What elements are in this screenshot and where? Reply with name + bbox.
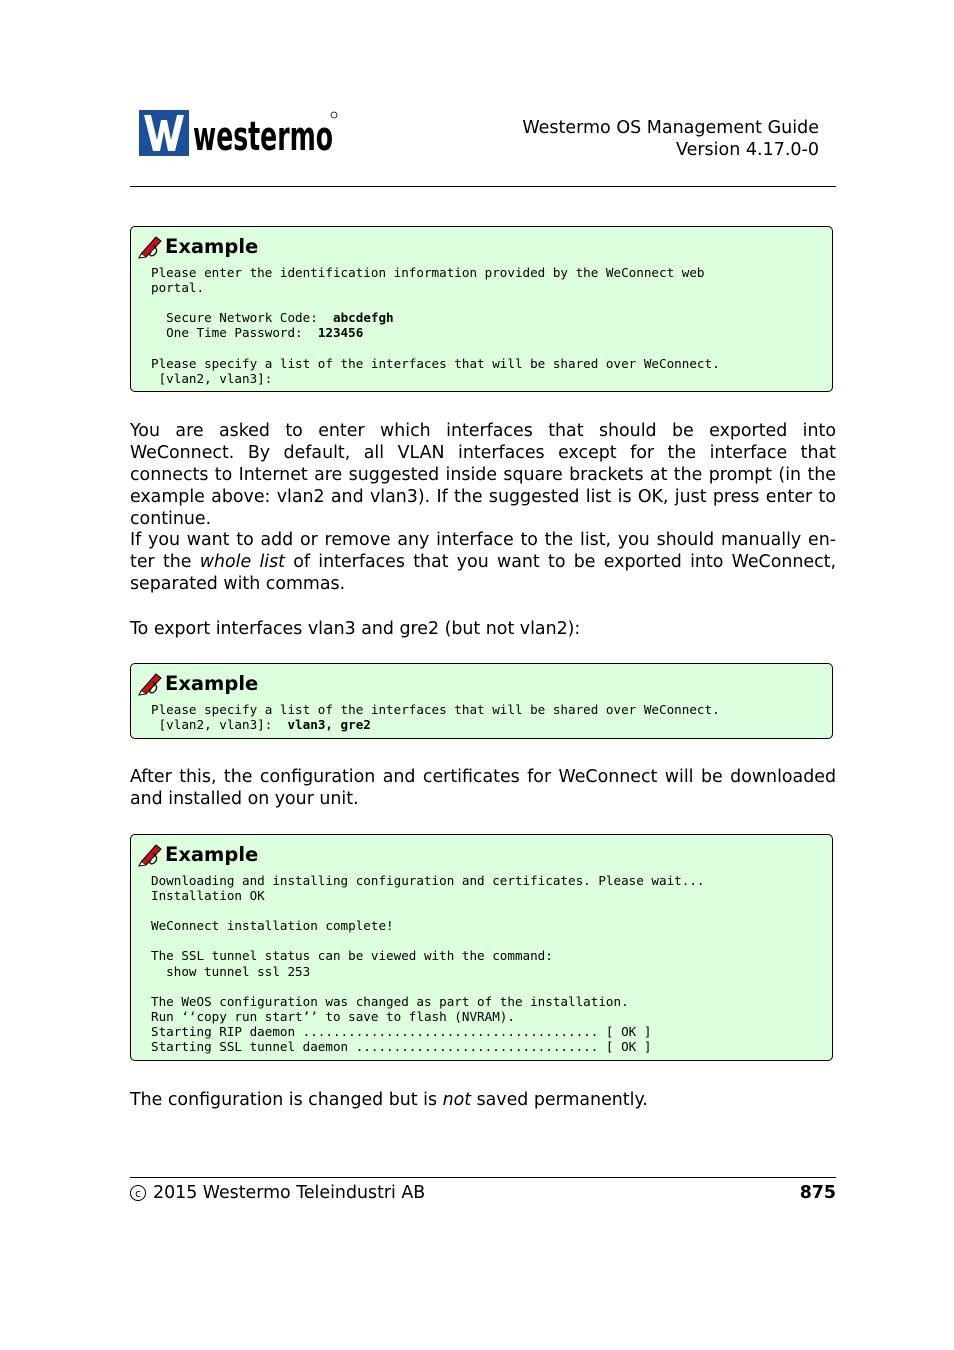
emphasis: whole list [199,552,285,572]
code-block [151,702,720,732]
user-input: vlan3, gre2 [287,717,371,733]
pen-icon [138,233,164,259]
paragraph [130,1089,836,1111]
paragraph [130,529,836,595]
code-line: Secure Network Code: [151,310,333,326]
code-line: Installation OK [151,888,265,904]
text: The configuration is changed but is [130,1090,443,1110]
text: saved permanently. [471,1090,648,1110]
code-line: [vlan2, vlan3]: [151,717,288,733]
code-line: show tunnel ssl 253 [151,963,311,979]
logo-text: westermo [193,114,333,160]
document-title [522,117,819,161]
code-line: Please specify a list of the interfaces that will be shared over WeConnect. [151,355,720,371]
guide-title: Westermo OS Management Guide [522,118,819,138]
example-title: Example [165,234,259,258]
footer-copyright [130,1182,425,1204]
emphasis: not [442,1090,472,1110]
code-line: portal. [151,280,205,296]
code-line: WeConnect installation complete! [151,918,394,934]
example-title: Example [165,671,259,695]
code-line: Downloading and installing configuration and certificates. Please wait... [151,873,705,888]
paragraph: You are asked to enter which interfaces that should be exported into WeConnect. By default, all VLAN interfaces except for the interface that connects to Internet are suggested inside square brackets at the prompt (in the example above: vlan2 and vlan3). If the suggested list is OK, just press enter to continue. [130,421,836,529]
code-block [151,265,720,386]
one-time-password: 123456 [317,325,364,341]
code-line: Starting RIP daemon ....................................... [ OK ] [151,1023,652,1039]
paragraph: After this, the configuration and certificates for WeConnect will be downloaded and installed on your unit. [130,767,836,809]
example-header [138,670,258,696]
example-header [138,233,258,259]
code-line: One Time Password: [151,325,318,341]
code-line: [vlan2, vlan3]: [151,370,273,386]
code-line: Starting SSL tunnel daemon ................................ [ OK ] [151,1039,652,1055]
footer-rule [130,1177,836,1178]
text: If you want to add or remove any interface to the list, you should manually en-ter the [130,530,836,572]
copyright-text: 2015 Westermo Teleindustri AB [153,1183,426,1203]
text: of interfaces that you want to be exported into WeConnect, separated with commas. [130,552,836,594]
header-rule [130,186,836,187]
code-line: Please enter the identification information provided by the WeConnect web [151,265,705,280]
pen-icon [138,841,164,867]
guide-version: Version 4.17.0-0 [675,140,819,160]
page-number: 875 [799,1183,836,1203]
copyright-icon: c [130,1185,146,1201]
example-header [138,841,258,867]
paragraph: To export interfaces vlan3 and gre2 (but not vlan2): [130,619,581,639]
example-box-2 [130,663,833,739]
code-block [151,873,705,1054]
code-line: The WeOS configuration was changed as part of the installation. [151,993,629,1009]
code-line: The SSL tunnel status can be viewed with the command: [151,948,553,964]
code-line: Run ‘‘copy run start’’ to save to flash (NVRAM). [151,1008,515,1024]
westermo-logo [139,110,339,158]
secure-network-code: abcdefgh [332,310,394,326]
code-line: Please specify a list of the interfaces that will be shared over WeConnect. [151,702,720,717]
example-box-1 [130,226,833,392]
pen-icon [138,670,164,696]
example-title: Example [165,842,259,866]
example-box-3 [130,834,833,1061]
